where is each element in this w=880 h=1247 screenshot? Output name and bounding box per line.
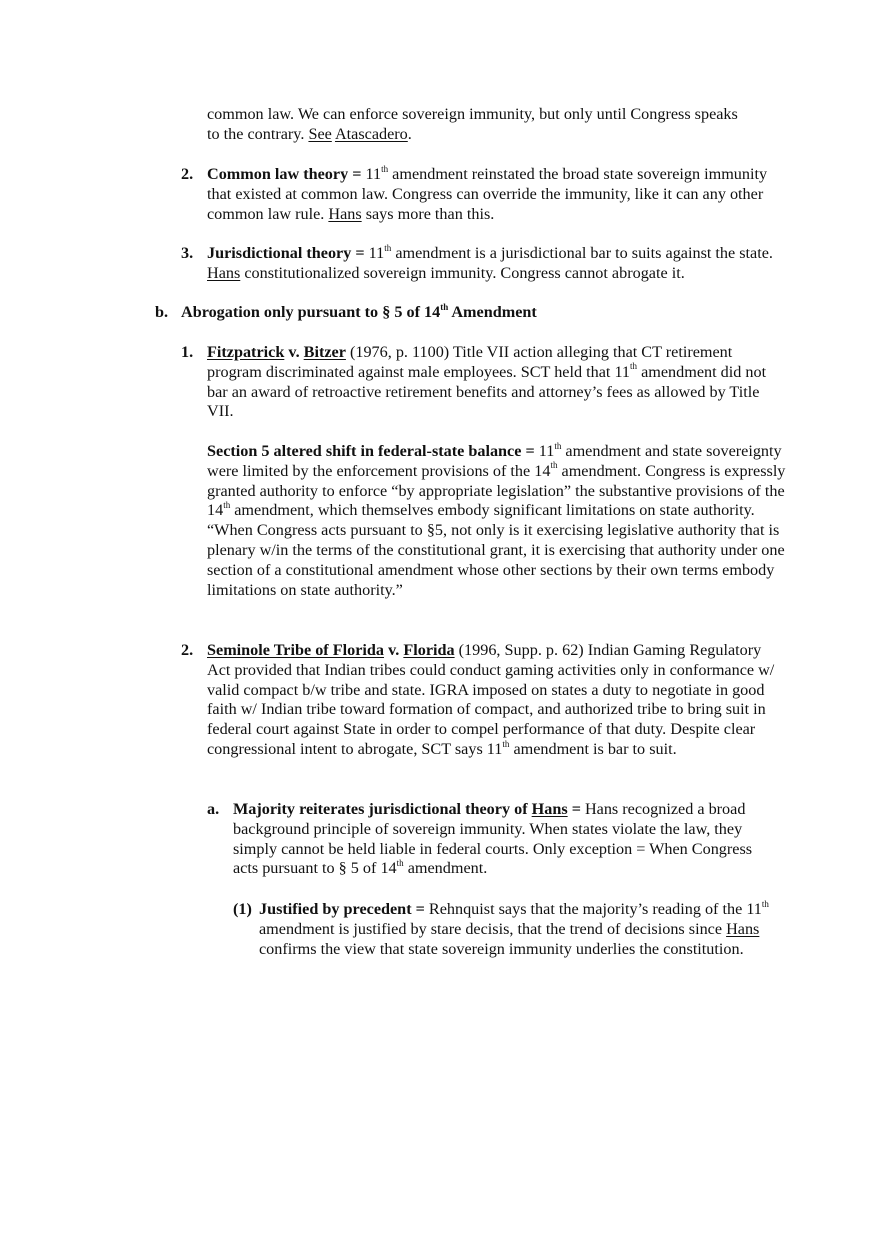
section-letter-b: b. xyxy=(155,303,169,321)
term-label: Majority reiterates jurisdictional theory of xyxy=(233,800,532,818)
case-name-florida: Florida xyxy=(403,641,455,659)
term-label: Common law theory xyxy=(207,165,349,183)
term-label: Jurisdictional theory xyxy=(207,244,352,262)
case-name-bitzer: Bitzer xyxy=(303,343,346,361)
continuation-paragraph: common law. We can enforce sovereign immunity, but only until Congress speaks to the contrary. See Atascadero. xyxy=(207,105,738,143)
case-name-seminole: Seminole Tribe of Florida xyxy=(207,641,385,659)
sub-letter-a: a. xyxy=(207,800,220,818)
list-number-2: 2. xyxy=(181,641,194,659)
precedent-paragraph: Justified by precedent = Rehnquist says that the majority’s reading of the 11th amendment is justified by stare decisis, that the trend of decisions since Hans confirms the view that state sovereign immunity underlies the constitution. xyxy=(259,898,769,958)
list-number-2: 2. xyxy=(181,165,194,183)
seminole-paragraph: Seminole Tribe of Florida v. Florida (1996, Supp. p. 62) Indian Gaming Regulatory Act provided that Indian tribes could conduct gaming activities only in conformance w/ valid compact b/w tribe and state. IGRA imposed on states a duty to negotiate in good faith w/ Indian tribe toward formation of compact, and authorized tribe to bring suit in federal court against State in order to compel performance of that duty. Despite clear congressional intent to abrogate, SCT says 11th amendment is bar to suit. xyxy=(207,641,775,758)
case-citation-atascadero: Atascadero xyxy=(334,124,408,143)
term-label: Section 5 altered shift in federal-state balance xyxy=(207,442,522,460)
section-5-paragraph: Section 5 altered shift in federal-state balance = 11th amendment and state sovereignty were limited by the enforcement provisions of the 14th amendment. Congress is expressly granted authority to enforce “by appropriate legislation” the substantive provisions of the 14th amendment, which themselves embody significant limitations on state authority. “When Congress acts pursuant to §5, not only is it exercising legislative authority that is plenary w/in the terms of the constitutional grant, it is exercising that authority under one section of a constitutional amendment whose other sections by their own terms embody limitations on state authority.” xyxy=(207,440,786,599)
jurisdictional-theory-paragraph: Jurisdictional theory = 11th amendment is a jurisdictional bar to suits against the state. Hans constitutionalized sovereign immunity. Congress cannot abrogate it. xyxy=(207,242,773,282)
majority-paragraph: Majority reiterates jurisdictional theory of Hans = Hans recognized a broad background principle of sovereign immunity. When states violate the law, they simply cannot be held liable in federal courts. Only exception = When Congress acts pursuant to § 5 of 14th amendment. xyxy=(233,800,753,878)
fitzpatrick-paragraph: Fitzpatrick v. Bitzer (1976, p. 1100) Title VII action alleging that CT retirement program discriminated against male employees. SCT held that 11th amendment did not bar an award of retroactive retirement benefits and attorney’s fees as allowed by Title VII. xyxy=(207,343,767,421)
case-citation-hans: Hans xyxy=(207,263,241,282)
case-citation-hans: Hans xyxy=(531,800,568,818)
term-label: Justified by precedent xyxy=(259,900,412,918)
case-name-fitzpatrick: Fitzpatrick xyxy=(207,343,285,361)
common-law-theory-paragraph: Common law theory = 11th amendment reinstated the broad state sovereign immunity that existed at common law. Congress can override the immunity, like it can any other common law rule. Hans says more than this. xyxy=(207,163,768,223)
sub-number-1: (1) xyxy=(233,900,252,918)
see-signal: See xyxy=(308,124,332,143)
section-heading-b: Abrogation only pursuant to § 5 of 14th Amendment xyxy=(181,301,537,321)
case-citation-hans: Hans xyxy=(726,919,760,938)
list-number-3: 3. xyxy=(181,244,194,262)
list-number-1: 1. xyxy=(181,343,194,361)
case-citation-hans: Hans xyxy=(328,204,362,223)
